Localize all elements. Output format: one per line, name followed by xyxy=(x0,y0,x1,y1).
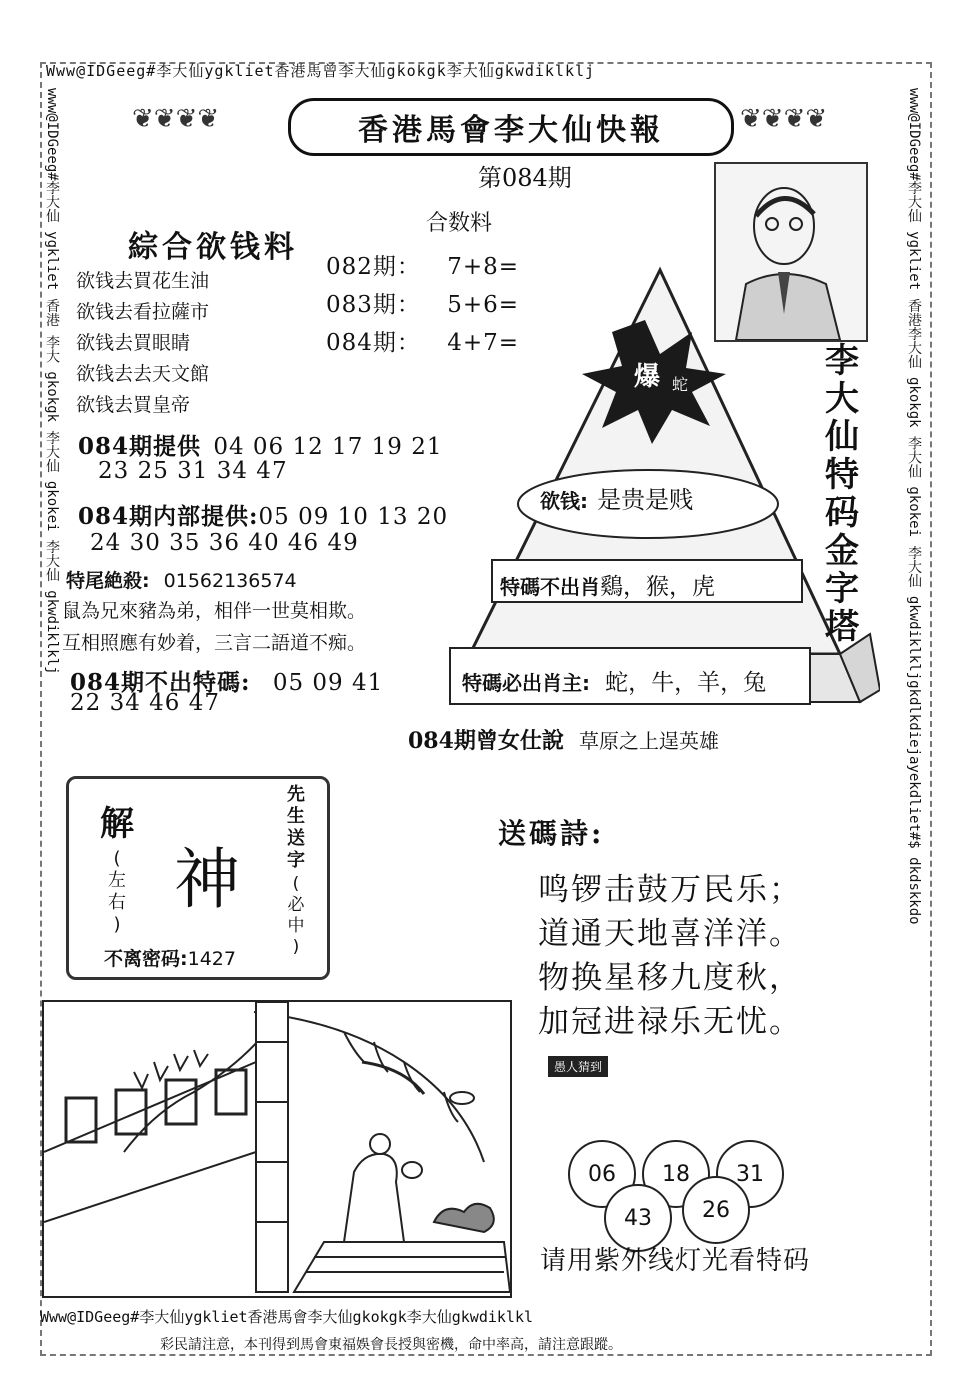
jie-right-title: 先生送字 xyxy=(287,784,305,871)
jie-left-sub: ( 左右 ) xyxy=(108,848,126,935)
not-special-line-1: 084期不出特碼: 05 09 41 xyxy=(70,669,384,696)
illustration-picture xyxy=(42,1000,512,1298)
pyramid-vertical-title: 李大仙特码金字塔 xyxy=(825,341,859,647)
ornament-right-icon: ❦❦❦❦ xyxy=(740,104,828,134)
poem-line-4: 加冠进禄乐无忧。 xyxy=(538,1004,802,1040)
must-out-line: 特碼必出肖主: 蛇，牛，羊，兔 xyxy=(462,670,767,696)
internal-line-2: 24 30 35 36 40 46 49 xyxy=(90,530,359,556)
notice-text: 彩民請注意，本刊得到馬會東福娛會長授與密機，命中率高，請注意跟蹤。 xyxy=(160,1337,622,1353)
number-circle: 26 xyxy=(682,1176,750,1244)
hesu-row-3: 084期： 4+7= xyxy=(326,330,520,356)
internal-line-1: 084期内部提供:05 09 10 13 20 xyxy=(78,503,449,530)
verse-line-2: 互相照應有妙着，三言二語道不痴。 xyxy=(62,632,367,654)
zonghe-list xyxy=(76,266,209,421)
poem-line-3: 物换星移九度秋， xyxy=(538,960,802,996)
watermark-bottom: Www@IDGeeg#李大仙ygkliet香港馬會李大仙gkokgk李大仙gkwdiklkl xyxy=(40,1308,534,1326)
not-special-line-2: 22 34 46 47 xyxy=(70,690,220,716)
tewei-line: 特尾絶殺: 01562136574 xyxy=(66,570,297,592)
jie-main-char: 神 xyxy=(174,841,240,918)
page-title: 香港馬會李大仙快報 xyxy=(288,98,734,156)
jie-right-sub: ( 必中 ) xyxy=(287,874,305,957)
number-circle: 18 xyxy=(642,1140,710,1208)
jie-code-line: 不离密码:1427 xyxy=(104,948,236,970)
list-item: 欲钱去買花生油 xyxy=(76,270,210,292)
yuqian-line: 欲钱: 是贵是贱 xyxy=(540,486,694,514)
hesu-row-2: 083期： 5+6= xyxy=(326,292,520,318)
issue-number: 第084期 xyxy=(478,164,572,192)
zeng-line: 084期曾女仕說 草原之上逞英雄 xyxy=(408,728,720,754)
burst-char: 爆 xyxy=(634,362,661,392)
burst-zodiac: 蛇 xyxy=(672,375,689,394)
number-circle: 31 xyxy=(716,1140,784,1208)
poem-title: 送碼詩: xyxy=(498,817,605,850)
provide-line-1: 084期提供 04 06 12 17 19 21 xyxy=(78,433,443,460)
uv-note: 请用紫外线灯光看特码 xyxy=(540,1246,811,1276)
watermark-right: www@IDGeeg#李大仙 ygkliet 香港李大仙 gkokgk 李大仙 gkokei 李大仙 gkwdiklkljgkdlkdiejayekdliet#$ dkdskkdo xyxy=(906,88,922,925)
watermark-left: www@IDGeeg#李大仙 ygkliet 香港 李大 gkokgk 李大仙 gkokei 李大仙 gkwdiklklj xyxy=(44,88,60,675)
hesu-label: 合数料 xyxy=(426,211,493,236)
list-item: 欲钱去看拉薩市 xyxy=(76,301,210,323)
number-circle: 43 xyxy=(604,1184,672,1252)
zonghe-title: 綜合欲钱料 xyxy=(128,230,298,265)
jie-left-title: 解 xyxy=(100,804,134,844)
watermark-top: Www@IDGeeg#李大仙ygkliet香港馬曾李大仙gkokgk李大仙gkwdiklklj xyxy=(46,62,596,80)
not-out-line: 特碼不出肖鷄，猴，虎 xyxy=(500,574,715,600)
poem-line-1: 鸣锣击鼓万民乐； xyxy=(538,872,802,908)
verse-line-1: 鼠為兄來豬為弟，相伴一世莫相欺。 xyxy=(62,600,367,622)
list-item: 欲钱去去天文館 xyxy=(76,363,210,385)
ornament-left-icon: ❦❦❦❦ xyxy=(132,104,220,134)
list-item: 欲钱去買皇帝 xyxy=(76,394,191,416)
provide-line-2: 23 25 31 34 47 xyxy=(98,458,288,484)
number-circle: 06 xyxy=(568,1140,636,1208)
poem-line-2: 道通天地喜洋洋。 xyxy=(538,916,802,952)
list-item: 欲钱去買眼睛 xyxy=(76,332,191,354)
tag-label: 愚人猜到 xyxy=(548,1056,608,1077)
hesu-row-1: 082期： 7+8= xyxy=(326,254,520,280)
